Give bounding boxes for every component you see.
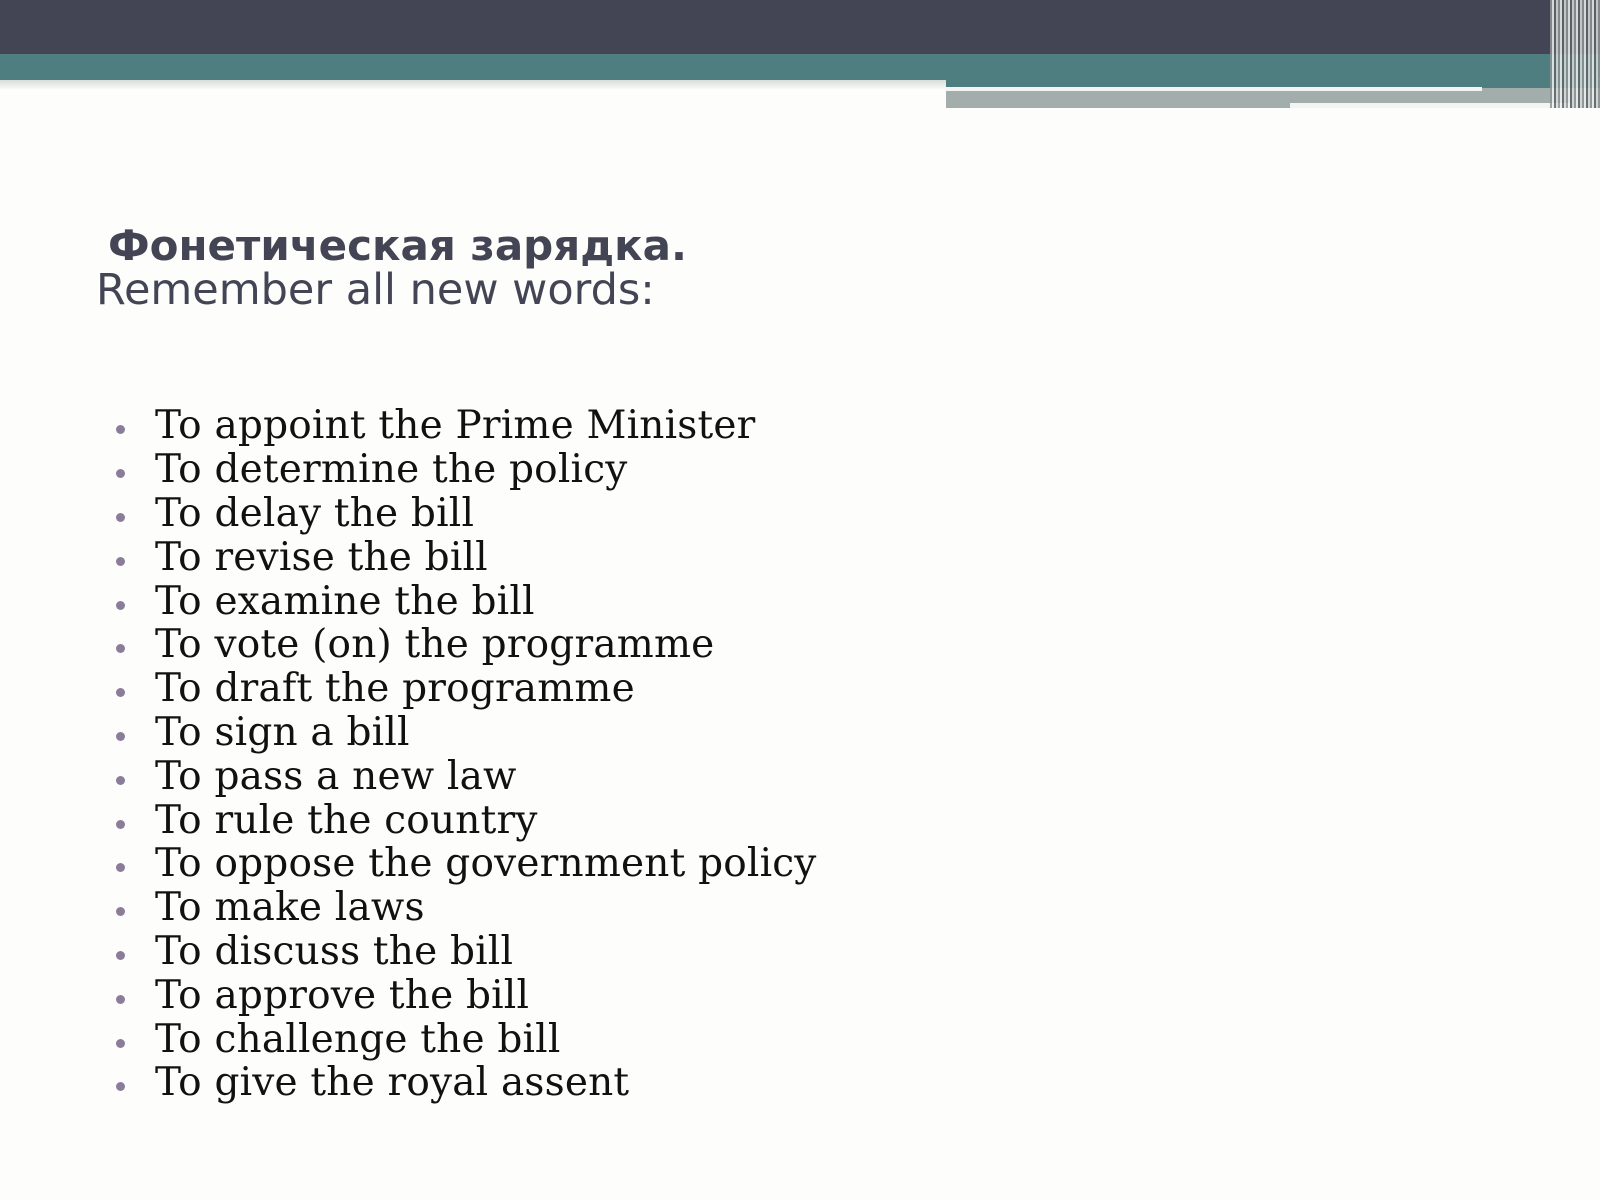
bullet-icon xyxy=(116,995,125,1004)
header-dark-bar xyxy=(0,0,1600,54)
list-item xyxy=(110,711,817,755)
bullet-icon xyxy=(116,863,125,872)
list-item xyxy=(110,1061,817,1105)
list-item-text: To vote (on) the programme xyxy=(155,622,715,668)
slide-title-russian: Фонетическая зарядка. xyxy=(108,221,687,270)
bullet-icon xyxy=(116,1039,125,1048)
bullet-icon xyxy=(116,557,125,566)
list-item xyxy=(110,623,817,667)
slide-subtitle-english: Remember all new words: xyxy=(96,265,655,315)
list-item xyxy=(110,579,817,623)
bullet-icon xyxy=(116,425,125,434)
header-accent-line xyxy=(946,87,1482,91)
list-item xyxy=(110,886,817,930)
bullet-icon xyxy=(116,688,125,697)
list-item-text: To delay the bill xyxy=(155,490,475,536)
list-item-text: To rule the country xyxy=(155,797,538,843)
list-item-text: To examine the bill xyxy=(155,578,535,624)
list-item xyxy=(110,448,817,492)
list-item xyxy=(110,973,817,1017)
list-item xyxy=(110,754,817,798)
header-shadow xyxy=(0,80,946,90)
list-item-text: To challenge the bill xyxy=(155,1016,561,1062)
bullet-icon xyxy=(116,776,125,785)
bullet-icon xyxy=(116,601,125,610)
bullet-icon xyxy=(116,513,125,522)
list-item xyxy=(110,798,817,842)
list-item-text: To revise the bill xyxy=(155,534,488,580)
bullet-icon xyxy=(116,951,125,960)
header-accent-line-lower xyxy=(1290,103,1570,108)
header-stripes-decoration xyxy=(1550,0,1600,108)
list-item xyxy=(110,667,817,711)
bullet-icon xyxy=(116,732,125,741)
list-item-text: To determine the policy xyxy=(155,447,628,493)
bullet-icon xyxy=(116,1082,125,1091)
list-item xyxy=(110,492,817,536)
list-item-text: To sign a bill xyxy=(155,709,410,755)
list-item-text: To pass a new law xyxy=(155,753,517,799)
bullet-icon xyxy=(116,644,125,653)
list-item xyxy=(110,842,817,886)
list-item xyxy=(110,1017,817,1061)
list-item-text: To approve the bill xyxy=(155,972,530,1018)
list-item-text: To oppose the government policy xyxy=(155,841,817,887)
bullet-icon xyxy=(116,820,125,829)
list-item-text: To make laws xyxy=(155,885,425,931)
list-item-text: To discuss the bill xyxy=(155,928,514,974)
list-item xyxy=(110,930,817,974)
list-item-text: To give the royal assent xyxy=(155,1060,630,1106)
list-item xyxy=(110,404,817,448)
bullet-icon xyxy=(116,469,125,478)
bullet-icon xyxy=(116,907,125,916)
list-item-text: To draft the programme xyxy=(155,666,635,712)
list-item xyxy=(110,535,817,579)
list-item-text: To appoint the Prime Minister xyxy=(155,403,756,449)
vocabulary-list xyxy=(110,404,817,1105)
header-teal-bar xyxy=(0,54,1600,80)
